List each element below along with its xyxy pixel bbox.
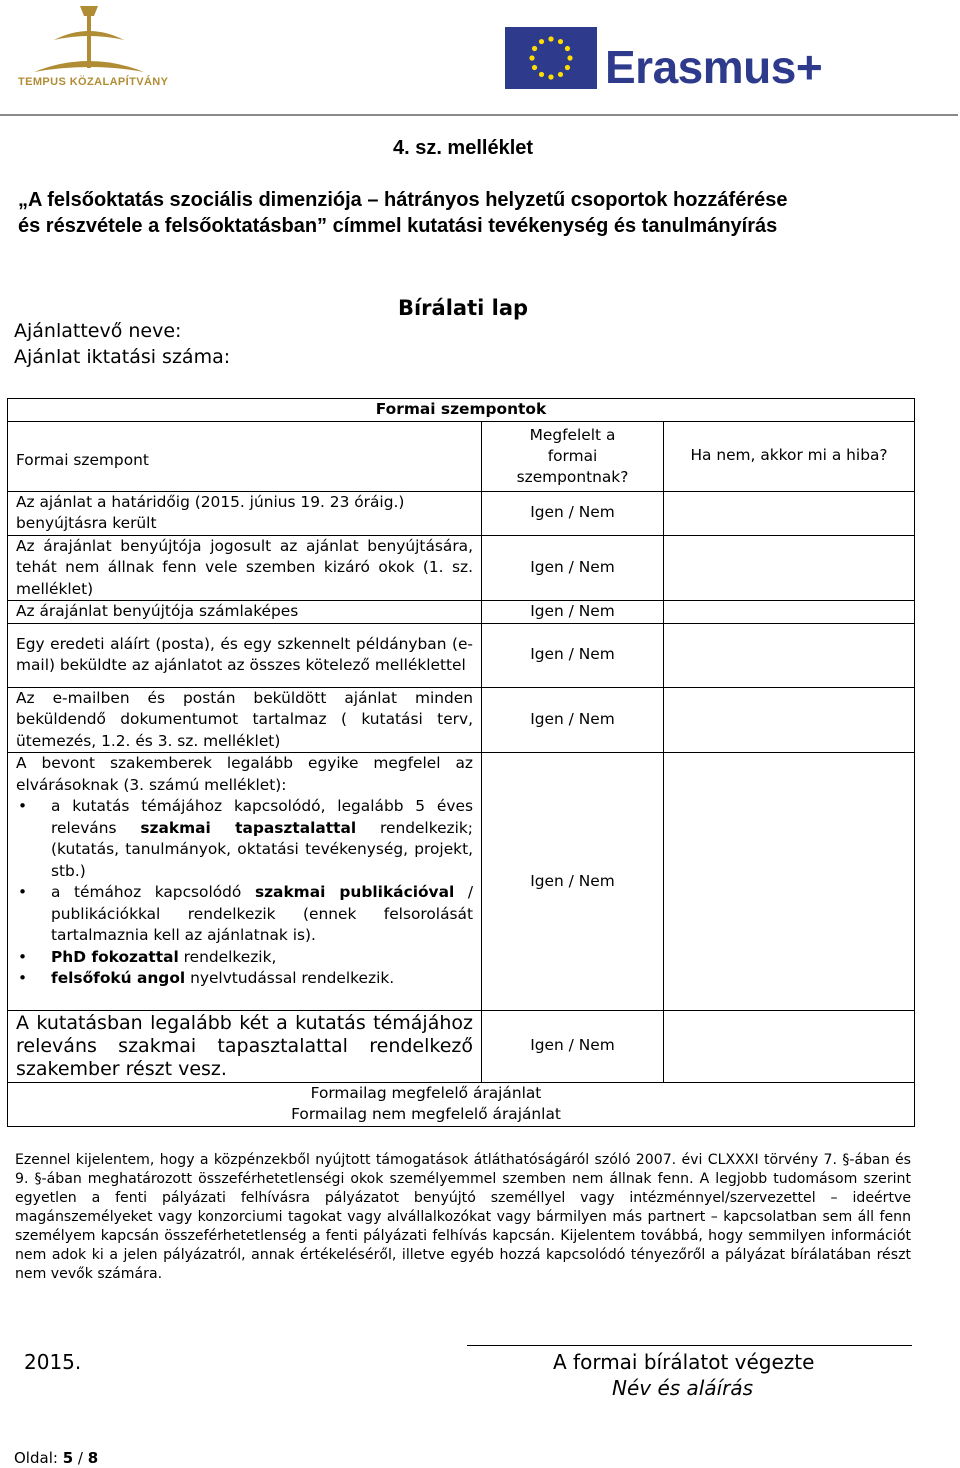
eu-star-icon (558, 72, 563, 77)
list-item-text: rendelkezik, (183, 947, 277, 966)
answer-yes-no[interactable]: Igen / Nem (482, 623, 664, 687)
error-note-cell[interactable] (664, 601, 915, 624)
result-cell (8, 1082, 915, 1126)
criterion-submission-copies: Egy eredeti aláírt (posta), és egy szkennelt példányban (e-mail) beküldte az ajánlatot az összes kötelező melléklettel (8, 623, 482, 687)
page-header (0, 0, 960, 116)
bidder-name-label: Ajánlattevő neve: (14, 320, 182, 342)
list-item (16, 796, 473, 882)
table-row (8, 491, 915, 535)
error-note-cell[interactable] (664, 753, 915, 1011)
table-row (8, 1010, 915, 1082)
answer-yes-no[interactable]: Igen / Nem (482, 601, 664, 624)
eu-star-icon (532, 65, 537, 70)
list-item (16, 947, 473, 969)
error-note-cell[interactable] (664, 491, 915, 535)
experts-intro: A bevont szakemberek legalább egyike megfelel az elvárásoknak (3. számú melléklet): (16, 754, 473, 794)
tempus-logo-text: TEMPUS KÖZALAPÍTVÁNY (18, 76, 169, 88)
formal-criteria-table (7, 398, 915, 1127)
header-met-line-2: formai (547, 446, 598, 465)
error-note-cell[interactable] (664, 535, 915, 601)
registration-number-label: Ajánlat iktatási száma: (14, 346, 231, 368)
header-met-line-1: Megfelelt a (529, 425, 616, 444)
eu-star-icon (548, 36, 553, 41)
list-item (16, 882, 473, 947)
header-if-not: Ha nem, akkor mi a hiba? (664, 421, 915, 491)
table-row (8, 601, 915, 624)
eu-star-icon (548, 74, 553, 79)
header-met (482, 421, 664, 491)
page-number (14, 1449, 98, 1467)
page-label: Oldal: (14, 1449, 58, 1467)
signature-line (467, 1345, 912, 1346)
criterion-documents: Az e-mailben és postán beküldött ajánlat minden beküldendő dokumentumot tartalmaz ( kutatási terv, ütemezés, 1.2. és 3. sz. melléklet) (8, 687, 482, 753)
list-item (16, 968, 473, 990)
answer-yes-no[interactable]: Igen / Nem (482, 535, 664, 601)
header-met-line-3: szempontnak? (516, 467, 629, 486)
answer-yes-no[interactable]: Igen / Nem (482, 1010, 664, 1082)
page-separator: / (77, 1449, 83, 1467)
criterion-deadline: Az ajánlat a határidőig (2015. június 19. 23 óráig.) benyújtásra került (8, 491, 482, 535)
criterion-invoicing: Az árajánlat benyújtója számlaképes (8, 601, 482, 624)
table-row (8, 535, 915, 601)
error-note-cell[interactable] (664, 623, 915, 687)
experts-requirements-list (16, 796, 473, 990)
header-criterion: Formai szempont (8, 421, 482, 491)
eu-star-icon (565, 65, 570, 70)
page-total: 8 (87, 1449, 99, 1467)
table-row (8, 753, 915, 1011)
annex-title: 4. sz. melléklet (392, 137, 534, 159)
document-title-line-2: és részvétele a felsőoktatásban” címmel kutatási tevékenység és tanulmányírás (18, 215, 778, 237)
criterion-two-experts: A kutatásban legalább két a kutatás témájához releváns szakmai tapasztalattal rendelkező szakember részt vesz. (8, 1010, 482, 1082)
eu-star-icon (558, 39, 563, 44)
result-row (8, 1082, 915, 1126)
criterion-experts (8, 753, 482, 1011)
list-item-emphasis: szakmai publikációval (254, 883, 455, 901)
document-title (18, 187, 918, 239)
signature-date: 2015. (24, 1350, 82, 1374)
sheet-title: Bírálati lap (397, 296, 529, 320)
eu-star-icon (539, 72, 544, 77)
list-item-text: a kutatás témájához kapcsolódó, legalább 5 éves releváns (51, 797, 473, 837)
eu-star-icon (529, 55, 534, 60)
error-note-cell[interactable] (664, 687, 915, 753)
header-divider (0, 114, 958, 116)
eu-star-icon (532, 46, 537, 51)
erasmus-logo-text: Erasmus+ (605, 41, 823, 93)
eu-star-icon (565, 46, 570, 51)
signature-performed-by: A formai bírálatot végezte (553, 1350, 815, 1374)
error-note-cell[interactable] (664, 1010, 915, 1082)
table-caption-row (8, 399, 915, 422)
answer-yes-no[interactable]: Igen / Nem (482, 491, 664, 535)
table-header-row (8, 421, 915, 491)
declaration-text: Ezennel kijelentem, hogy a közpénzekből nyújtott támogatások átláthatóságáról szóló 2007. évi CLXXXI törvény 7. §-ában és 9. §-ában meghatározott összeférhetetlenségi okok személyemmel szemben nem állnak fenn. A legjobb tudomásom szerint egyetlen a fenti pályázati felhívásra pályázatot benyújtó személlyel vagy intézménnyel/szervezettel – ideértve magánszemélyeket vagy konzorciumi tagokat vagy alvállalkozókat vagy bármilyen más partnert – kapcsolatban sem áll fenn személyem kapcsán összeférhetetlenség a fenti pályázati felhívás kapcsán. Kijelentem továbbá, hogy semmilyen információt nem adok ki a jelen pályázatról, annak értékeléséről, illetve egyéb hozzá kapcsolódó tényezőről a pályázat bírálatában részt nem vevők számára. (15, 1152, 911, 1282)
list-item-text: nyelvtudással rendelkezik. (190, 969, 395, 987)
list-item-text: rendelkezik; (kutatás, tanulmányok, oktatási tevékenység, projekt, stb.) (51, 818, 473, 880)
signature-name-label: Név és aláírás (612, 1376, 754, 1400)
eu-star-icon (539, 39, 544, 44)
table-caption: Formai szempontok (8, 399, 915, 422)
result-option-not-ok[interactable]: Formailag nem megfelelő árajánlat (291, 1105, 561, 1123)
table-row (8, 687, 915, 753)
criterion-eligibility: Az árajánlat benyújtója jogosult az ajánlat benyújtására, tehát nem állnak fenn vele szemben kizáró okok (1. sz. melléklet) (8, 535, 482, 601)
document-title-line-1: „A felsőoktatás szociális dimenziója – hátrányos helyzetű csoportok hozzáférése (18, 189, 788, 211)
eu-star-icon (567, 55, 572, 60)
list-item-emphasis: felsőfokú angol (51, 969, 186, 987)
list-item-emphasis: szakmai tapasztalattal (140, 818, 357, 837)
page-current: 5 (62, 1449, 74, 1467)
eu-flag-logo (505, 27, 597, 89)
list-item-text: / publikációkkal rendelkezik (ennek felsorolását tartalmaznia kell az ajánlatnak is). (51, 883, 473, 944)
answer-yes-no[interactable]: Igen / Nem (482, 753, 664, 1011)
answer-yes-no[interactable]: Igen / Nem (482, 687, 664, 753)
table-row (8, 623, 915, 687)
list-item-text: a témához kapcsolódó (51, 883, 242, 901)
result-option-ok[interactable]: Formailag megfelelő árajánlat (310, 1083, 542, 1102)
list-item-emphasis: PhD fokozattal (51, 947, 179, 966)
